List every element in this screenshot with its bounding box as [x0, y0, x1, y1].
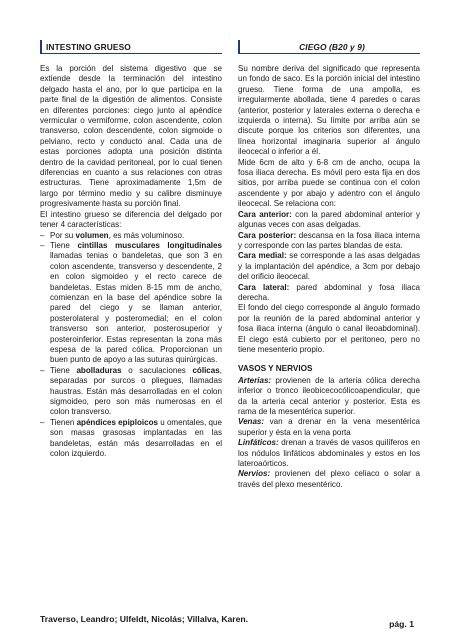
relation-item: Cara posterior: descansa en la fosa iliaca interna y corresponde con las partes blandas de esta.: [238, 230, 420, 250]
relation-item: Cara anterior: con la pared abdominal anterior y algunas veces con asas delgadas.: [238, 209, 420, 230]
list-item: – Tiene cintillas musculares longitudinales llamadas tenias o bandeletas, que son 3 en colon ascendente, transverso y descendente, 2 en colon sigmoideo y el recto carece de bandeletas. Estas miden 8-15 mm de ancho, comienzan en la base del apéndice sobre la pared del ciego y se llaman anterior, posterolateral y posteromedial; en el colon transverso son anterior, posterosuperior y posteroinferior. Estas representan la zona más espesa de la pared cólica. Proporcionan un buen punto de apoyo a las suturas quirúrgicas.: [40, 241, 222, 366]
vessel-item: Venas: van a drenar en la vena mesentérica superior y ésta en la vena porta: [238, 417, 420, 437]
list-item: – Tienen apéndices epiploicos u omentales, que son masas grasosas implantadas en las bandeletas, están más desarrolladas en el colon izquierdo.: [40, 418, 222, 460]
vessel-item: Nervios: provienen del plexo celiaco o solar a través del plexo mesentérico.: [238, 469, 420, 489]
page-footer: [40, 614, 420, 628]
section-heading-box: [40, 40, 222, 54]
relation-item: Cara lateral: pared abdominal y fosa iliaca derecha.: [238, 282, 420, 302]
diff-intro-paragraph: El intestino grueso se diferencia del delgado por tener 4 características:: [40, 209, 222, 230]
list-item: – Tiene abolladuras o saculaciones cólicas, separadas por surcos o pliegues, llamadas haustras. Están más desarrolladas en el colon sigmoideo, pero son más numerosas en el colon transverso.: [40, 366, 222, 418]
left-body: [40, 64, 222, 459]
characteristics-list: [40, 231, 222, 460]
section-heading: INTESTINO GRUESO: [46, 41, 131, 52]
intro-paragraph: Es la porción del sistema digestivo que se extiende desde la terminación del intestino delgado hasta el ano, por lo que participa en la parte final de la digestión de alimentos. Consiste en diferentes porciones: ciego junto al apéndice vermicular o vermiforme, colon ascendente, colon transverso, colon descendente, colon sigmoide o pelviano, recto y conducto anal. Cada una de estas porciones adopta una posición distinta dentro de la cavidad peritoneal, por lo cual tienen diferencias en cuanto a sus relaciones con otras estructuras. Tiene aproximadamente 1,5m de largo por término medio y su calibre disminuye progresivamente hasta su porción final.: [40, 64, 222, 209]
relation-item: Cara medial: se corresponde a las asas delgadas y la implantación del apéndice, a 3cm por debajo del orificio ileocecal.: [238, 251, 420, 282]
right-column: [238, 40, 420, 490]
left-column: [40, 40, 222, 459]
right-body: [238, 64, 420, 490]
footer-authors: Traverso, Leandro; Ulfeldt, Nicolás; Villalva, Karen.: [40, 614, 249, 624]
paragraph: Mide 6cm de alto y 6-8 cm de ancho, ocupa la fosa iliaca derecha. Es móvil pero esta fija en dos sitios, por arriba puede se continua con el colon ascendente y por abajo y adentro con el ángulo ileocecal. Se relaciona con:: [238, 157, 420, 209]
section-heading: CIEGO (B20 y 9): [299, 41, 365, 52]
vessel-item: Arterias: provienen de la arteria cólica derecha inferior o tronco ileobicecocólicoapendicular, que da la arteria cecal anterior y posterior. Esta es rama de la mesentérica superior.: [238, 375, 420, 416]
list-item: – Por su volumen, es más voluminoso.: [40, 231, 222, 241]
subsection-heading: VASOS Y NERVIOS: [238, 364, 313, 374]
section-heading-box: [238, 40, 420, 54]
paragraph: Su nombre deriva del significado que representa un fondo de saco. Es la porción inicial del intestino grueso. Tiene forma de una ampolla, es irregularmente abollada, tiene 4 paredes o caras (anterior, posterior y laterales externa o derecha e izquierda o interna). Su límite por arriba aún se discute porque los criterios son diferentes, una línea horizontal imaginaria superior al ángulo ileocecal o inferior a él.: [238, 64, 420, 157]
page-number: pág. 1: [389, 619, 414, 629]
paragraph: El fondo del ciego corresponde al ángulo formado por la reunión de la pared abdominal anterior y fosa iliaca interna (ángulo o canal ileoabdominal). El ciego está cubierto por el peritoneo, pero no tiene mesenterio propio.: [238, 303, 420, 354]
vessel-item: Linfáticos: drenan a través de vasos quilíferos en los nódulos linfáticos abdominales y estos en los lateroaórticos.: [238, 438, 420, 469]
